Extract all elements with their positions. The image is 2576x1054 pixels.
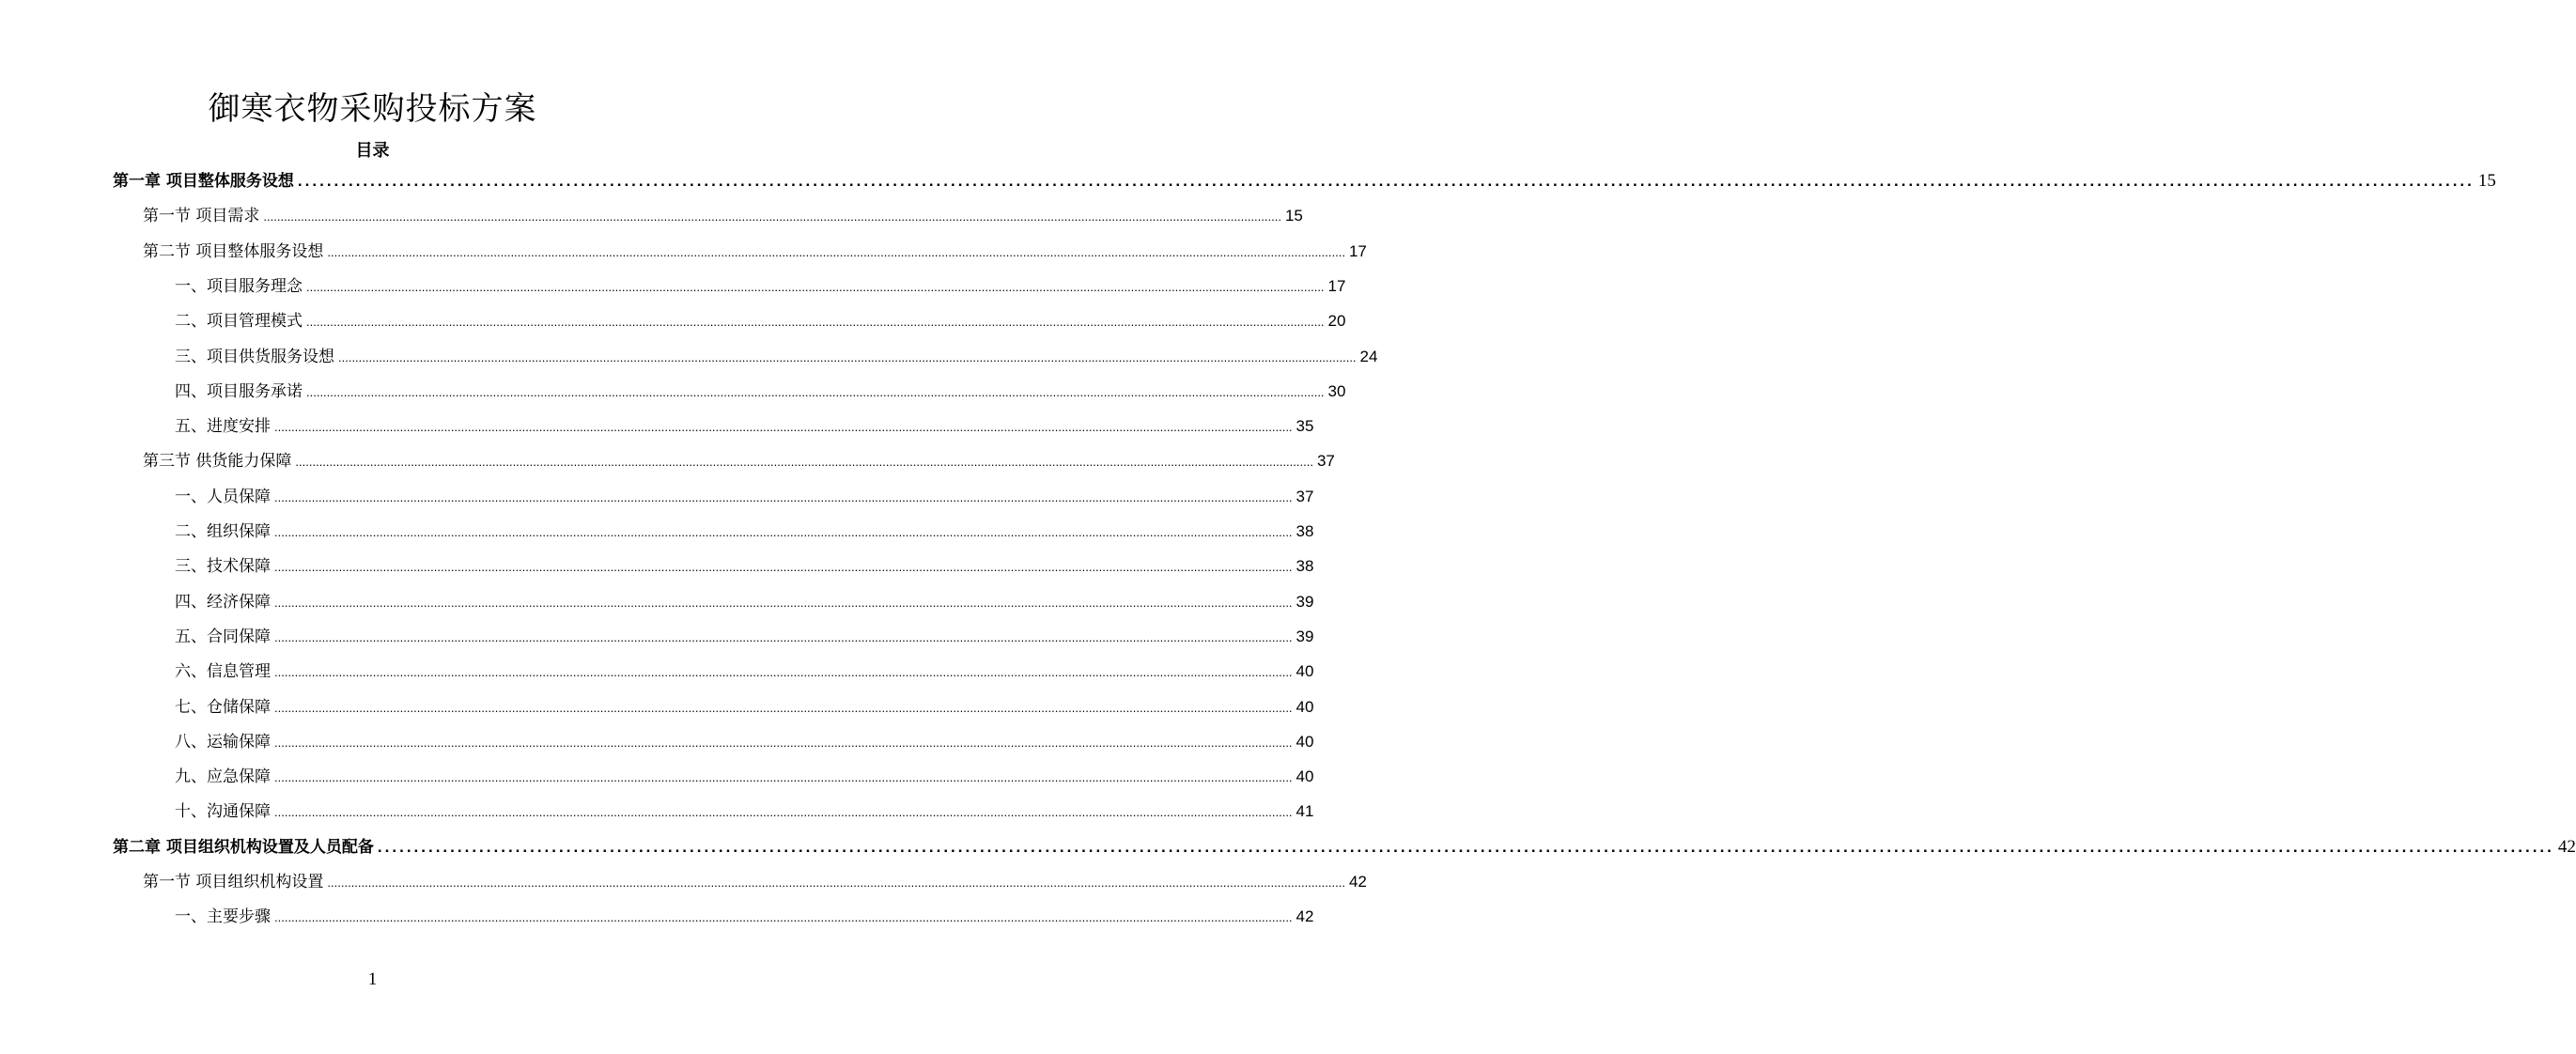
toc-entry[interactable] (143, 447, 1335, 475)
toc-entry-page: 42 (1348, 873, 1367, 891)
toc-entry-label: 三、技术保障 (175, 557, 271, 577)
toc-entry[interactable] (113, 833, 2576, 861)
toc-entry-page: 40 (1296, 662, 1314, 681)
toc-leader-dots: ............................................................................................................................................................................................................................................................................................................ (274, 805, 1293, 820)
toc-leader-dots: ............................................................................................................................................................................................................................................................................................................ (274, 770, 1293, 785)
toc-entry-label: 十、沟通保障 (175, 802, 271, 822)
toc-leader-dots: ............................................................................................................................................................................................................................................................................................................ (274, 489, 1293, 504)
toc-entry-label: 第二章 项目组织机构设置及人员配备 (113, 837, 374, 857)
toc-leader-dots: ............................................................................................................................................................................................................................................................................................................ (274, 420, 1293, 435)
toc-entry[interactable] (175, 483, 1314, 511)
toc-entry-label: 三、项目供货服务设想 (175, 347, 334, 366)
toc-leader-dots: ............................................................................................................................................................................................................................................................................................................ (274, 595, 1293, 610)
toc-entry-label: 五、合同保障 (175, 627, 271, 646)
toc-entry-label: 九、应急保障 (175, 767, 271, 787)
toc-leader-dots: ............................................................................................................................................................................................................................................................................................................ (338, 349, 1357, 364)
toc-entry-page: 37 (1316, 452, 1335, 471)
toc-leader-dots: ............................................................................................................................................................................................................................................................................................................ (263, 209, 1281, 225)
toc-entry[interactable] (175, 588, 1314, 616)
toc-entry[interactable] (143, 868, 1367, 896)
toc-entry[interactable] (175, 343, 1378, 371)
toc-leader-dots: ............................................................................................................................................................................................................................................................................................................ (274, 629, 1293, 644)
toc-entry[interactable] (175, 763, 1314, 791)
toc-entry-page: 17 (1327, 276, 1346, 295)
toc-entry-page: 39 (1296, 627, 1314, 645)
toc-entry[interactable] (175, 518, 1314, 546)
toc-entry-page: 40 (1296, 767, 1314, 786)
toc-entry[interactable] (175, 623, 1314, 651)
toc-entry-page: 40 (1296, 697, 1314, 716)
toc-entry[interactable] (175, 378, 1346, 406)
toc-leader-dots: ............................................................................................................................................................................................................................................................................................................ (377, 837, 2554, 856)
toc-entry[interactable] (175, 552, 1314, 581)
toc-entry-page: 38 (1296, 522, 1314, 540)
toc-entry-page: 30 (1327, 381, 1346, 400)
toc-entry-page: 41 (1296, 802, 1314, 821)
toc-entry[interactable] (175, 693, 1314, 721)
toc-entry-label: 六、信息管理 (175, 662, 271, 682)
toc-entry-label: 一、项目服务理念 (175, 276, 303, 296)
toc-entry[interactable] (175, 412, 1314, 441)
toc-leader-dots: ............................................................................................................................................................................................................................................................................................................ (274, 735, 1293, 750)
toc-leader-dots: ............................................................................................................................................................................................................................................................................................................ (297, 172, 2475, 190)
toc-entry-label: 一、人员保障 (175, 487, 271, 506)
toc-entry-label: 二、项目管理模式 (175, 312, 303, 332)
toc-heading: 目录 (355, 141, 390, 161)
toc-entry[interactable] (175, 658, 1314, 686)
toc-entry[interactable] (143, 238, 1367, 266)
toc-leader-dots: ............................................................................................................................................................................................................................................................................................................ (327, 244, 1345, 259)
toc-entry-page: 15 (1284, 207, 1303, 225)
toc-entry-page: 35 (1296, 417, 1314, 436)
toc-leader-dots: ............................................................................................................................................................................................................................................................................................................ (274, 665, 1293, 680)
toc-entry[interactable] (175, 903, 1314, 931)
toc-leader-dots: ............................................................................................................................................................................................................................................................................................................ (306, 384, 1325, 399)
toc-entry[interactable] (113, 167, 2496, 195)
toc-entry-label: 四、项目服务承诺 (175, 381, 303, 401)
toc-entry-page: 15 (2477, 171, 2496, 191)
toc-leader-dots: ............................................................................................................................................................................................................................................................................................................ (274, 525, 1293, 539)
toc-entry[interactable] (175, 307, 1346, 335)
toc-entry-label: 第一节 项目组织机构设置 (143, 873, 324, 891)
toc-entry-page: 42 (2557, 836, 2576, 857)
document-title: 御寒衣物采购投标方案 (208, 90, 537, 128)
toc-leader-dots: ............................................................................................................................................................................................................................................................................................................ (274, 910, 1293, 925)
toc-entry-label: 四、经济保障 (175, 592, 271, 612)
toc-leader-dots: ............................................................................................................................................................................................................................................................................................................ (327, 876, 1345, 890)
toc-entry[interactable] (175, 798, 1314, 826)
toc-entry-page: 37 (1296, 487, 1314, 505)
toc-entry-page: 17 (1348, 241, 1367, 260)
toc-entry[interactable] (143, 202, 1303, 230)
toc-entry[interactable] (175, 728, 1314, 756)
toc-entry-page: 42 (1296, 907, 1314, 926)
toc-entry-label: 第三节 供货能力保障 (143, 452, 292, 472)
toc-entry-page: 38 (1296, 557, 1314, 576)
toc-entry-label: 五、进度安排 (175, 417, 271, 437)
toc-entry-page: 39 (1296, 592, 1314, 611)
toc-entry-page: 40 (1296, 732, 1314, 751)
toc-leader-dots: ............................................................................................................................................................................................................................................................................................................ (274, 560, 1293, 575)
toc-entry-label: 二、组织保障 (175, 522, 271, 541)
toc-leader-dots: ............................................................................................................................................................................................................................................................................................................ (274, 700, 1293, 715)
toc-entry-page: 20 (1327, 312, 1346, 331)
toc-entry-label: 第一节 项目需求 (143, 207, 260, 226)
toc-entry-label: 一、主要步骤 (175, 907, 271, 927)
toc-leader-dots: ............................................................................................................................................................................................................................................................................................................ (295, 455, 1313, 470)
toc-entry-label: 第一章 项目整体服务设想 (113, 172, 294, 191)
toc-entry-label: 八、运输保障 (175, 732, 271, 752)
toc-leader-dots: ............................................................................................................................................................................................................................................................................................................ (306, 315, 1325, 330)
toc-entry-label: 七、仓储保障 (175, 697, 271, 717)
toc-entry[interactable] (175, 272, 1346, 301)
toc-entry-page: 24 (1359, 347, 1378, 365)
page-number: 1 (367, 969, 378, 989)
toc-leader-dots: ............................................................................................................................................................................................................................................................................................................ (306, 279, 1325, 294)
toc-entry-label: 第二节 项目整体服务设想 (143, 241, 324, 261)
